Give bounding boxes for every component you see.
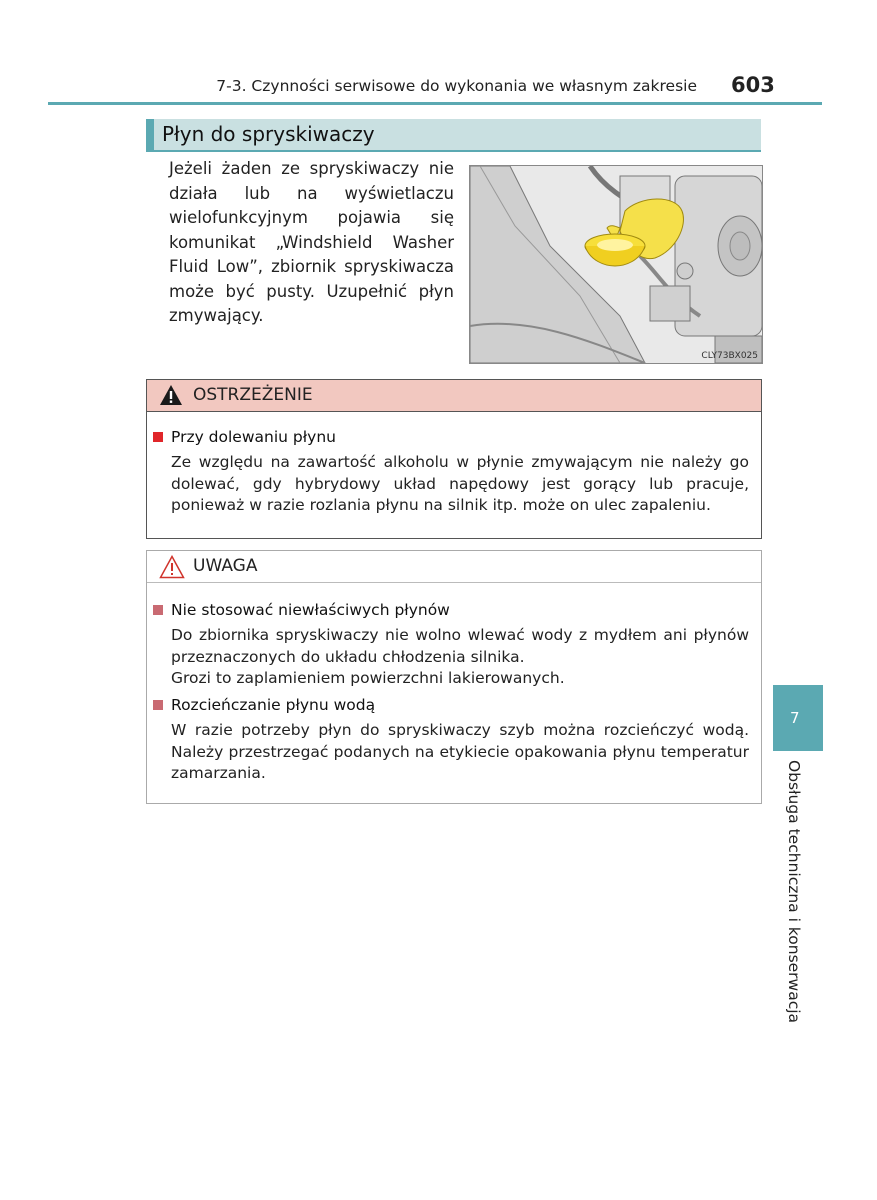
notice-item-body-text: Do zbiornika spryskiwaczy nie wolno wlewać wody z mydłem ani płynów przeznaczonych do układu chłodzenia silnika. (171, 626, 749, 666)
page-number: 603 (731, 73, 775, 97)
notice-item-title-text: Rozcieńczanie płynu wodą (171, 696, 376, 714)
caution-triangle-icon (159, 555, 185, 579)
notice-item-title-text: Nie stosować niewłaściwych płynów (171, 601, 450, 619)
notice-item-body: W razie potrzeby płyn do spryskiwaczy szyb można rozcieńczyć wodą. Należy przestrzegać podanych na etykiecie opakowania płynu temperatur zamarzania. (171, 721, 749, 782)
chapter-number: 7 (790, 709, 800, 727)
notice-item-title (153, 694, 749, 716)
intro-paragraph: Jeżeli żaden ze spryskiwaczy nie działa lub na wyświetlaczu wielofunkcyjnym pojawia się komunikat „Windshield Washer Fluid Low”, zbiornik spryskiwacza może być pusty. Uzupełnić płyn zmywający. (169, 159, 454, 325)
chapter-header-title: 7-3. Czynności serwisowe do wykonania we własnym zakresie (216, 77, 697, 95)
warning-item-title (153, 426, 749, 448)
warning-item-title-text: Przy dolewaniu płynu (171, 428, 336, 446)
red-square-bullet-icon (153, 432, 163, 442)
notice-header (147, 551, 761, 583)
warning-label: OSTRZEŻENIE (193, 385, 313, 405)
section-title-bar (146, 119, 761, 152)
notice-item (153, 599, 749, 690)
engine-bay-figure (469, 165, 763, 364)
square-bullet-icon (153, 605, 163, 615)
section-title-accent (146, 119, 154, 150)
warning-triangle-icon (159, 384, 183, 406)
notice-item-body-text-2: Grozi to zaplamieniem powierzchni lakierowanych. (171, 669, 565, 687)
figure-code: CLY73BX025 (701, 351, 758, 361)
chapter-tab (773, 685, 823, 751)
chapter-side-label-text: Obsługa techniczna i konserwacja (785, 760, 803, 1024)
chapter-side-label (783, 760, 803, 1030)
warning-box (146, 379, 762, 539)
warning-item (153, 426, 749, 517)
section-title: Płyn do spryskiwaczy (162, 122, 375, 146)
notice-item (153, 694, 749, 785)
header-rule (48, 102, 822, 105)
warning-item-body: Ze względu na zawartość alkoholu w płynie zmywającym nie należy go dolewać, gdy hybrydowy układ napędowy jest gorący lub pracuje, ponieważ w razie rozlania płynu na silnik itp. może on ulec zapaleniu. (171, 453, 749, 514)
warning-header (147, 380, 761, 412)
notice-box (146, 550, 762, 804)
square-bullet-icon (153, 700, 163, 710)
notice-item-body (171, 625, 749, 690)
notice-item-title (153, 599, 749, 621)
notice-label: UWAGA (193, 556, 258, 576)
engine-bay-illustration (470, 166, 762, 363)
